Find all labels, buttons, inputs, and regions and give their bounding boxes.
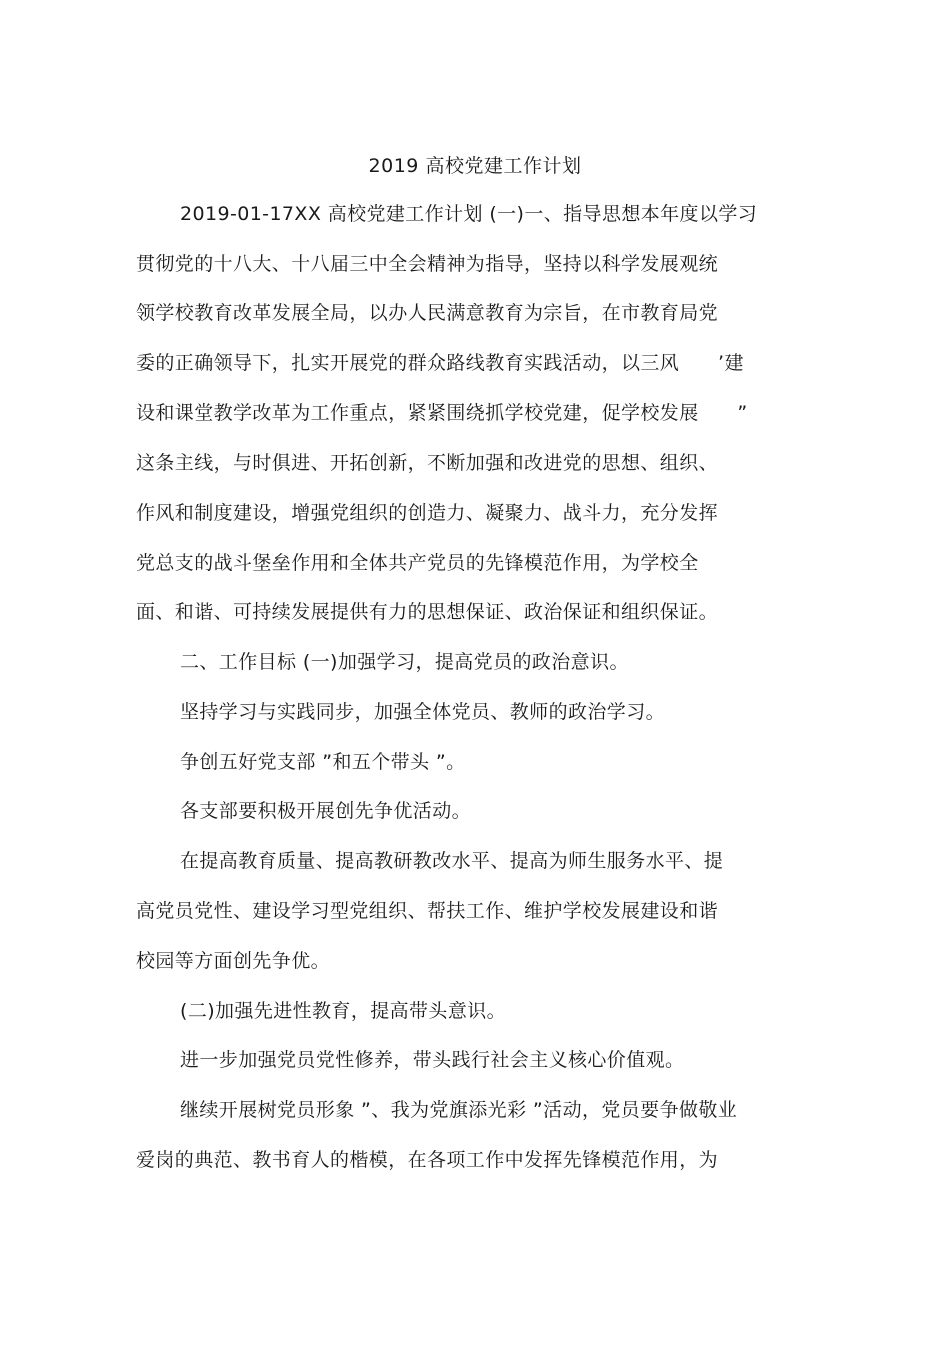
- body-line-19: 继续开展树党员形象 ”、我为党旗添光彩 ”活动，党员要争做敬业: [180, 1099, 738, 1121]
- body-line-12: 争创五好党支部 ”和五个带头 ”。: [180, 751, 466, 773]
- body-line-15: 高党员党性、建设学习型党组织、帮扶工作、维护学校发展建设和谐: [136, 900, 719, 922]
- body-line-3: 领学校教育改革发展全局，以办人民满意教育为宗旨，在市教育局党: [136, 302, 719, 324]
- body-line-1: 2019-01-17XX 高校党建工作计划 (一)一、指导思想本年度以学习: [180, 203, 758, 225]
- body-line-2: 贯彻党的十八大、十八届三中全会精神为指导，坚持以科学发展观统: [136, 253, 719, 275]
- body-line-5: 设和课堂教学改革为工作重点，紧紧围绕抓学校党建，促学校发展 ”: [136, 402, 748, 424]
- body-line-4: 委的正确领导下，扎实开展党的群众路线教育实践活动，以三风 ’建: [136, 352, 744, 374]
- document-title: 2019 高校党建工作计划: [368, 155, 582, 177]
- body-line-16: 校园等方面创先争优。: [136, 950, 331, 972]
- body-line-6: 这条主线，与时俱进、开拓创新，不断加强和改进党的思想、组织、: [136, 452, 719, 474]
- body-line-11: 坚持学习与实践同步，加强全体党员、教师的政治学习。: [180, 701, 666, 723]
- body-line-10: 二、工作目标 (一)加强学习，提高党员的政治意识。: [180, 651, 629, 673]
- body-line-17: (二)加强先进性教育，提高带头意识。: [180, 1000, 507, 1022]
- body-line-13: 各支部要积极开展创先争优活动。: [180, 800, 472, 822]
- body-line-7: 作风和制度建设，增强党组织的创造力、凝聚力、战斗力，充分发挥: [136, 502, 719, 524]
- body-line-14: 在提高教育质量、提高教研教改水平、提高为师生服务水平、提: [180, 850, 724, 872]
- body-line-8: 党总支的战斗堡垒作用和全体共产党员的先锋模范作用，为学校全: [136, 552, 699, 574]
- body-line-18: 进一步加强党员党性修养，带头践行社会主义核心价值观。: [180, 1049, 685, 1071]
- body-line-20: 爱岗的典范、教书育人的楷模，在各项工作中发挥先锋模范作用，为: [136, 1149, 719, 1171]
- body-line-9: 面、和谐、可持续发展提供有力的思想保证、政治保证和组织保证。: [136, 601, 719, 623]
